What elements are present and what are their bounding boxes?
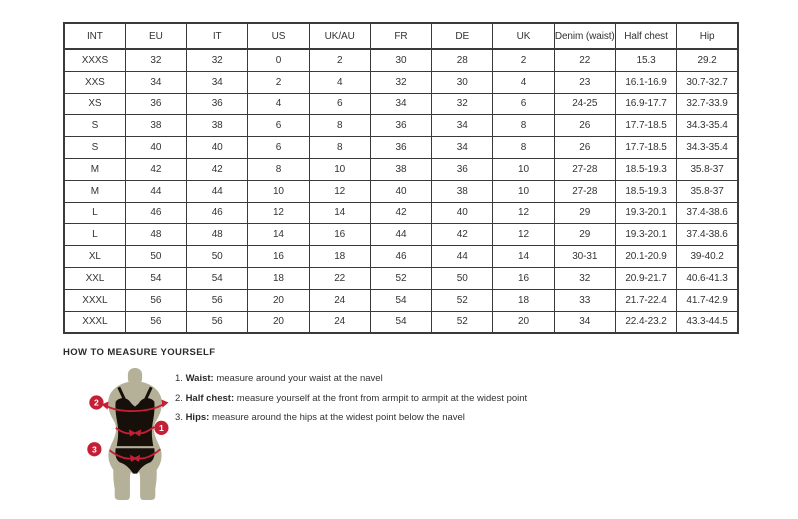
table-cell: 26: [554, 115, 615, 137]
table-cell: 36: [370, 137, 431, 159]
table-row: [64, 180, 738, 202]
table-cell: XL: [64, 246, 125, 268]
table-cell: 44: [187, 180, 248, 202]
table-cell: 39-40.2: [677, 246, 738, 268]
table-cell: 6: [248, 137, 309, 159]
table-cell: 54: [370, 289, 431, 311]
header-row: [64, 23, 738, 49]
table-cell: 24: [309, 289, 370, 311]
table-cell: 52: [370, 267, 431, 289]
table-row: [64, 71, 738, 93]
table-row: [64, 267, 738, 289]
table-cell: 20: [493, 311, 554, 333]
measure-steps-list: [175, 373, 527, 432]
table-cell: 4: [493, 71, 554, 93]
table-cell: 34: [370, 93, 431, 115]
table-cell: 18: [493, 289, 554, 311]
table-cell: 19.3-20.1: [615, 202, 676, 224]
column-header: Hip: [677, 23, 738, 49]
table-cell: 46: [187, 202, 248, 224]
table-cell: 36: [432, 158, 493, 180]
table-cell: 32: [187, 49, 248, 71]
table-cell: 23: [554, 71, 615, 93]
column-header: Denim (waist): [554, 23, 615, 49]
step-number: 3.: [175, 412, 186, 423]
table-cell: XS: [64, 93, 125, 115]
table-row: [64, 93, 738, 115]
table-cell: 12: [309, 180, 370, 202]
table-cell: 32.7-33.9: [677, 93, 738, 115]
table-cell: 48: [125, 224, 186, 246]
table-cell: L: [64, 224, 125, 246]
table-cell: 35.8-37: [677, 180, 738, 202]
table-cell: 16: [248, 246, 309, 268]
table-row: [64, 137, 738, 159]
table-row: [64, 158, 738, 180]
table-cell: XXL: [64, 267, 125, 289]
table-cell: M: [64, 180, 125, 202]
table-cell: 34: [432, 115, 493, 137]
mannequin-right-leg: [137, 465, 157, 500]
table-cell: 29: [554, 224, 615, 246]
table-cell: 36: [370, 115, 431, 137]
table-cell: 2: [493, 49, 554, 71]
table-cell: 2: [248, 71, 309, 93]
table-cell: 44: [370, 224, 431, 246]
table-cell: 10: [248, 180, 309, 202]
table-cell: 18: [248, 267, 309, 289]
column-header: IT: [187, 23, 248, 49]
table-cell: 21.7-22.4: [615, 289, 676, 311]
table-cell: 40.6-41.3: [677, 267, 738, 289]
table-cell: 20.1-20.9: [615, 246, 676, 268]
step-label: Hips:: [185, 412, 210, 423]
table-cell: L: [64, 202, 125, 224]
table-cell: 22: [554, 49, 615, 71]
table-cell: 37.4-38.6: [677, 224, 738, 246]
table-cell: 26: [554, 137, 615, 159]
table-cell: 20: [248, 311, 309, 333]
table-cell: 32: [554, 267, 615, 289]
table-cell: 2: [309, 49, 370, 71]
table-cell: 38: [432, 180, 493, 202]
mannequin-left-leg: [113, 465, 133, 500]
table-cell: 27-28: [554, 158, 615, 180]
table-cell: 43.3-44.5: [677, 311, 738, 333]
table-cell: 40: [125, 137, 186, 159]
table-cell: 0: [248, 49, 309, 71]
table-row: [64, 49, 738, 71]
table-cell: 14: [309, 202, 370, 224]
table-cell: M: [64, 158, 125, 180]
table-cell: 12: [493, 202, 554, 224]
table-cell: 32: [125, 49, 186, 71]
step-number: 2.: [175, 392, 186, 404]
chest-arrow-right: [161, 399, 168, 407]
table-cell: 8: [309, 137, 370, 159]
table-cell: 33: [554, 289, 615, 311]
step-text: measure yourself at the front from armpit to armpit at the widest point: [236, 392, 528, 404]
column-header: INT: [64, 23, 125, 49]
table-cell: 42: [187, 158, 248, 180]
column-header: UK: [493, 23, 554, 49]
measurement-figure: [83, 368, 187, 502]
column-header: EU: [125, 23, 186, 49]
table-cell: 32: [370, 71, 431, 93]
measure-step: [175, 373, 527, 384]
table-cell: 8: [309, 115, 370, 137]
table-cell: 38: [187, 115, 248, 137]
table-cell: 18.5-19.3: [615, 158, 676, 180]
table-row: [64, 224, 738, 246]
table-row: [64, 202, 738, 224]
table-cell: 41.7-42.9: [677, 289, 738, 311]
table-cell: 10: [493, 158, 554, 180]
table-cell: 50: [187, 246, 248, 268]
table-cell: 44: [432, 246, 493, 268]
waist-badge-number: 1: [158, 422, 164, 433]
step-text: measure around the hips at the widest point below the navel: [211, 412, 465, 423]
table-cell: 34: [125, 71, 186, 93]
table-cell: 8: [493, 115, 554, 137]
table-cell: 40: [370, 180, 431, 202]
table-cell: 38: [370, 158, 431, 180]
table-cell: 42: [370, 202, 431, 224]
table-cell: 54: [187, 267, 248, 289]
table-cell: 56: [187, 311, 248, 333]
chest-badge-number: 2: [94, 397, 99, 408]
table-cell: 54: [370, 311, 431, 333]
table-cell: 30.7-32.7: [677, 71, 738, 93]
mannequin-illustration: [83, 368, 187, 502]
table-cell: 6: [248, 115, 309, 137]
column-header: US: [248, 23, 309, 49]
table-cell: 12: [248, 202, 309, 224]
table-cell: 24: [309, 311, 370, 333]
table-cell: 38: [125, 115, 186, 137]
step-number: 1.: [175, 373, 186, 384]
table-cell: 6: [493, 93, 554, 115]
table-cell: 35.8-37: [677, 158, 738, 180]
table-cell: 10: [309, 158, 370, 180]
step-label: Waist:: [185, 373, 214, 384]
table-cell: 18.5-19.3: [615, 180, 676, 202]
table-cell: 34.3-35.4: [677, 115, 738, 137]
table-cell: 36: [187, 93, 248, 115]
table-cell: 30: [370, 49, 431, 71]
table-cell: 16.9-17.7: [615, 93, 676, 115]
size-chart-body: [64, 49, 738, 333]
table-cell: 24-25: [554, 93, 615, 115]
table-cell: 40: [432, 202, 493, 224]
table-cell: 4: [309, 71, 370, 93]
table-cell: 34: [554, 311, 615, 333]
hips-badge-number: 3: [91, 444, 97, 455]
table-cell: 56: [125, 289, 186, 311]
table-cell: 56: [187, 289, 248, 311]
step-label: Half chest:: [185, 392, 235, 404]
column-header: Half chest: [615, 23, 676, 49]
table-cell: 22: [309, 267, 370, 289]
table-cell: XXXL: [64, 289, 125, 311]
table-cell: 19.3-20.1: [615, 224, 676, 246]
table-cell: 27-28: [554, 180, 615, 202]
table-cell: 17.7-18.5: [615, 137, 676, 159]
table-row: [64, 289, 738, 311]
table-cell: 29.2: [677, 49, 738, 71]
table-cell: 42: [125, 158, 186, 180]
table-row: [64, 246, 738, 268]
table-cell: 54: [125, 267, 186, 289]
table-cell: 22.4-23.2: [615, 311, 676, 333]
table-cell: 32: [432, 93, 493, 115]
table-cell: 30: [432, 71, 493, 93]
measure-section-heading: HOW TO MEASURE YOURSELF: [63, 347, 216, 358]
table-cell: 15.3: [615, 49, 676, 71]
table-cell: 20.9-21.7: [615, 267, 676, 289]
table-cell: 14: [248, 224, 309, 246]
table-row: [64, 311, 738, 333]
table-cell: 12: [493, 224, 554, 246]
table-cell: 46: [125, 202, 186, 224]
table-cell: 36: [125, 93, 186, 115]
table-cell: 44: [125, 180, 186, 202]
table-cell: 46: [370, 246, 431, 268]
table-cell: 34.3-35.4: [677, 137, 738, 159]
column-header: FR: [370, 23, 431, 49]
table-cell: 48: [187, 224, 248, 246]
table-cell: 37.4-38.6: [677, 202, 738, 224]
table-cell: XXXL: [64, 311, 125, 333]
table-cell: 8: [248, 158, 309, 180]
table-cell: 34: [187, 71, 248, 93]
table-cell: 50: [125, 246, 186, 268]
table-cell: 52: [432, 311, 493, 333]
measure-step: [175, 412, 527, 423]
table-cell: 34: [432, 137, 493, 159]
table-cell: 8: [493, 137, 554, 159]
table-cell: 42: [432, 224, 493, 246]
table-cell: XXXS: [64, 49, 125, 71]
table-row: [64, 115, 738, 137]
size-chart-table: [63, 22, 739, 334]
table-cell: 18: [309, 246, 370, 268]
table-cell: 28: [432, 49, 493, 71]
column-header: UK/AU: [309, 23, 370, 49]
table-cell: S: [64, 137, 125, 159]
table-cell: 17.7-18.5: [615, 115, 676, 137]
table-cell: 56: [125, 311, 186, 333]
column-header: DE: [432, 23, 493, 49]
table-cell: 16.1-16.9: [615, 71, 676, 93]
table-cell: 20: [248, 289, 309, 311]
table-cell: 16: [493, 267, 554, 289]
table-cell: 6: [309, 93, 370, 115]
table-cell: 50: [432, 267, 493, 289]
table-cell: S: [64, 115, 125, 137]
table-cell: 16: [309, 224, 370, 246]
table-cell: 4: [248, 93, 309, 115]
table-cell: 29: [554, 202, 615, 224]
table-cell: 10: [493, 180, 554, 202]
measure-step: [175, 393, 527, 404]
table-cell: 14: [493, 246, 554, 268]
table-cell: 30-31: [554, 246, 615, 268]
table-cell: XXS: [64, 71, 125, 93]
step-text: measure around your waist at the navel: [216, 373, 383, 384]
size-chart-header: [64, 23, 738, 49]
table-cell: 52: [432, 289, 493, 311]
table-cell: 40: [187, 137, 248, 159]
